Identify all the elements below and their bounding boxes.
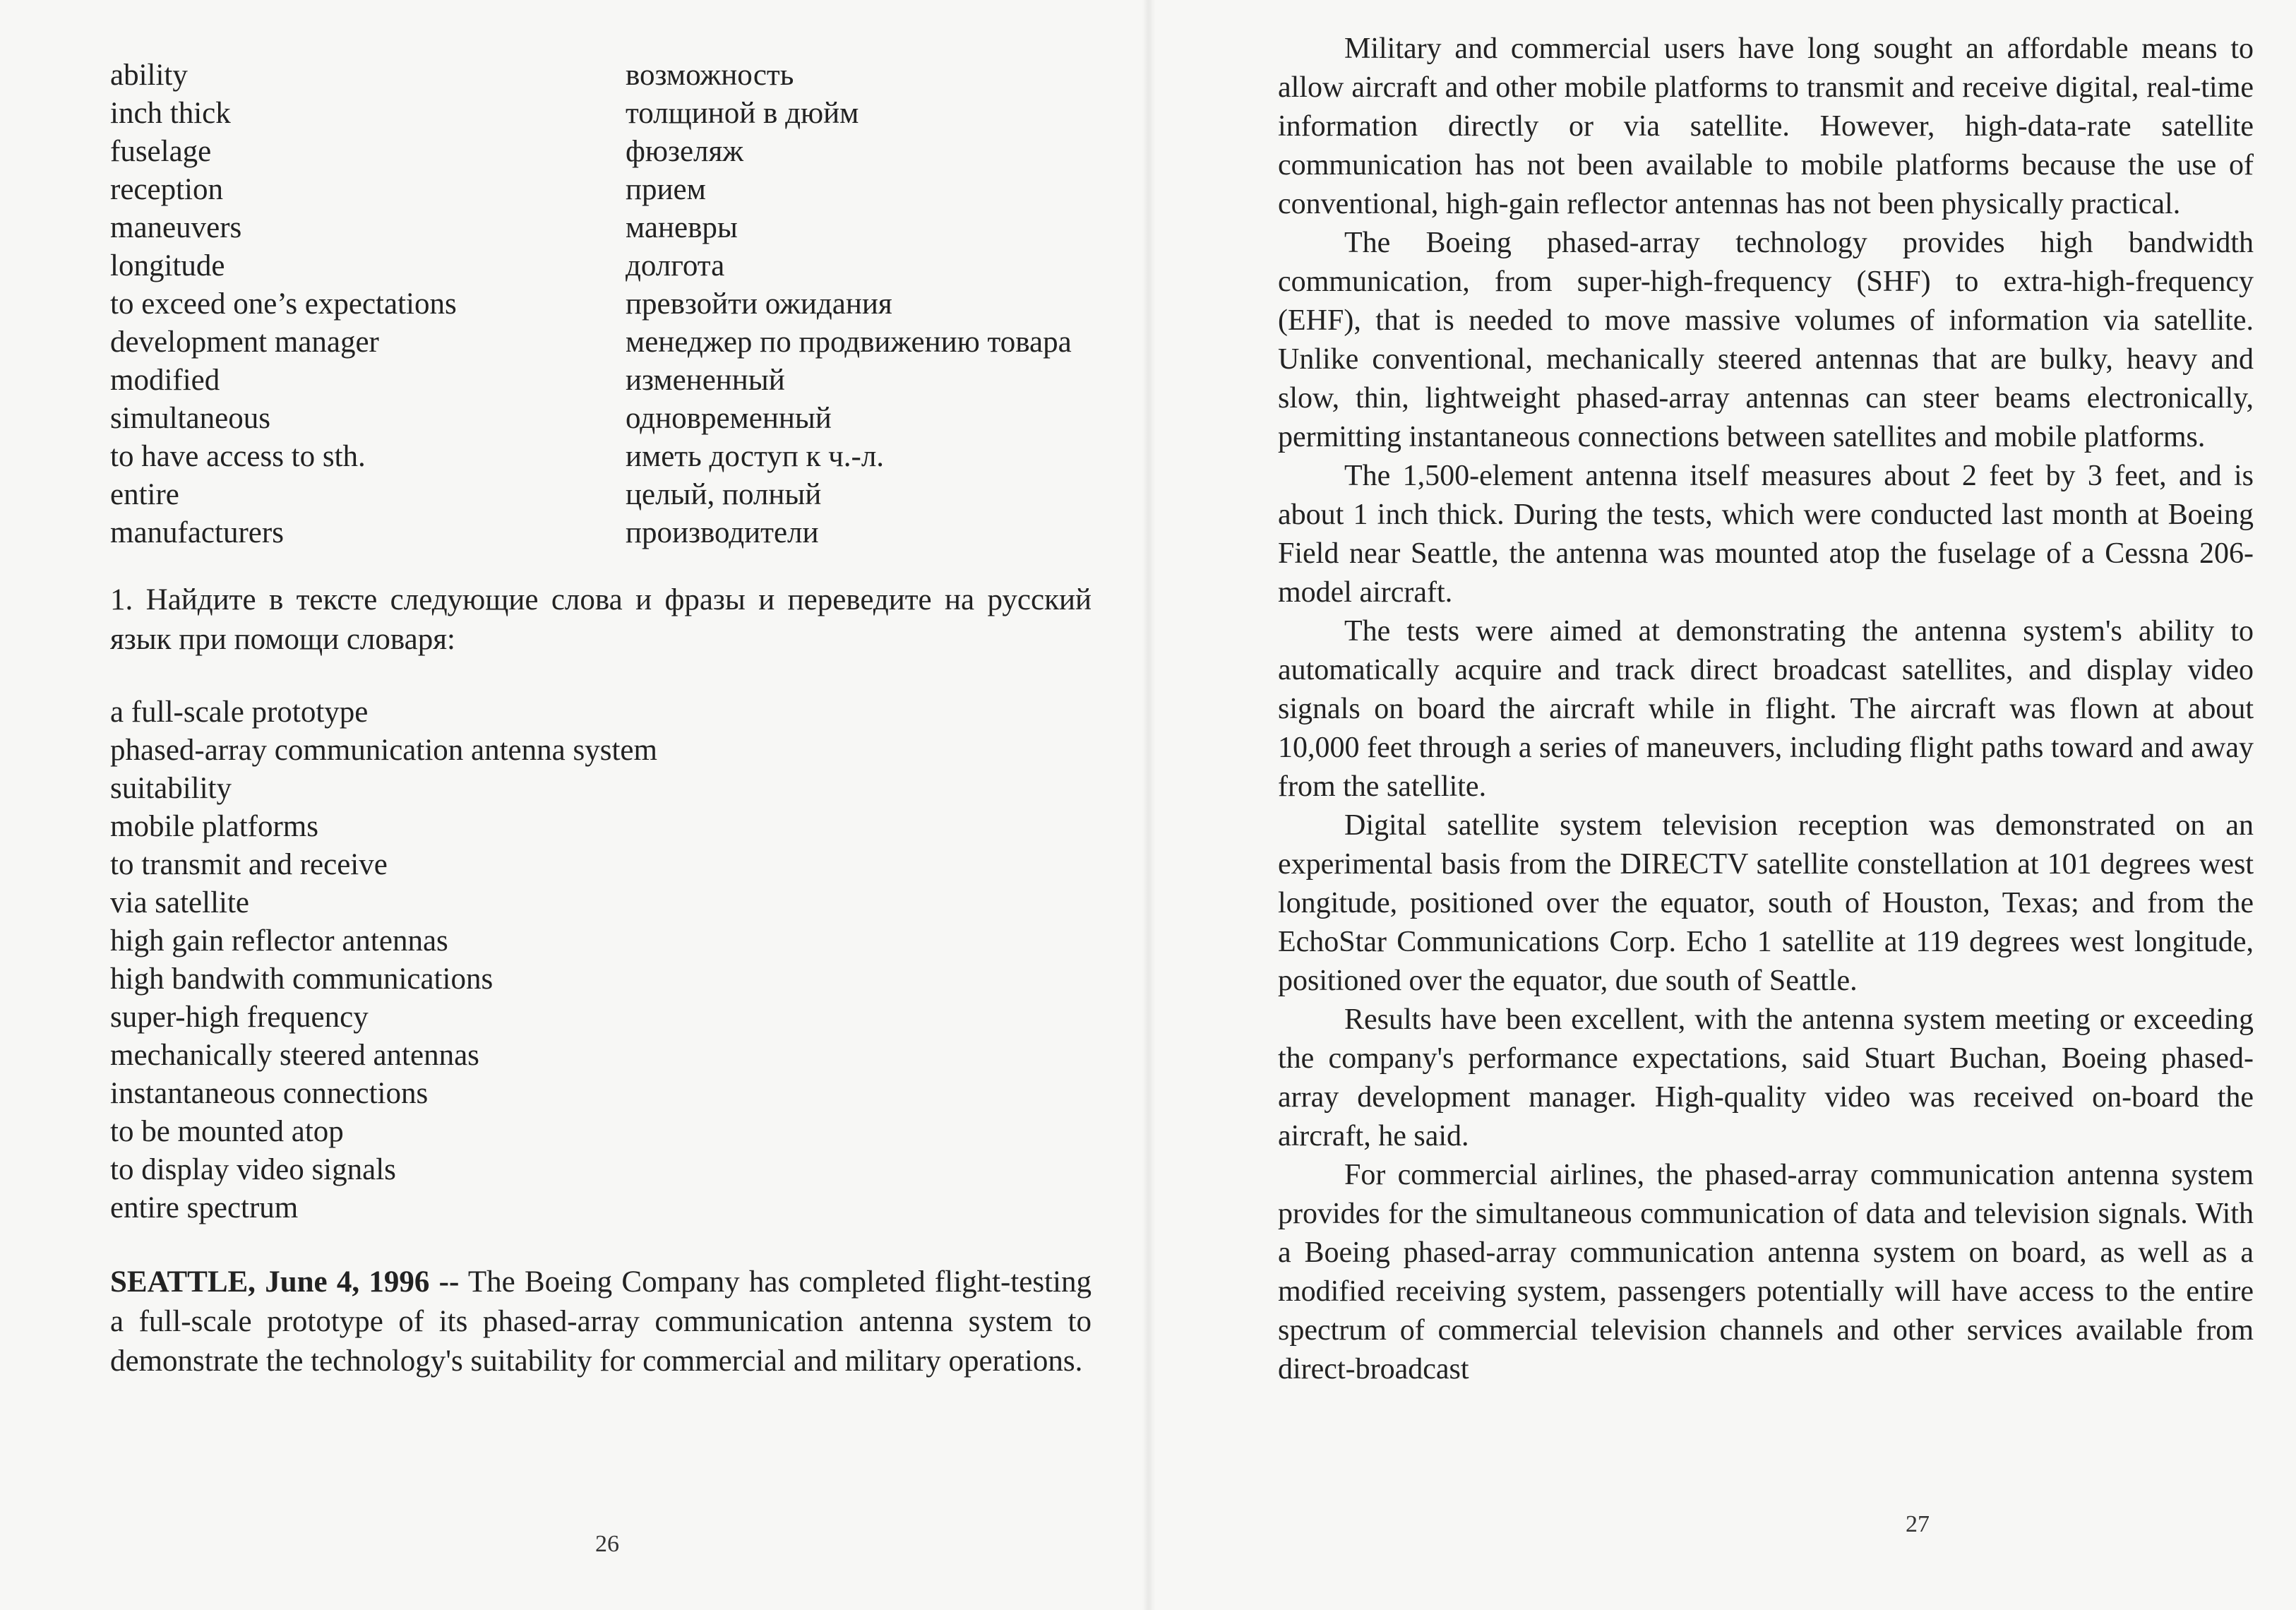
page-number-left: 26 [595,1531,619,1557]
vocab-row [110,56,1092,95]
vocabulary-table [110,56,1092,552]
phrase-item: a full-scale prototype [110,696,369,729]
vocab-row [110,209,1092,247]
vocab-russian: фюзеляж [626,135,744,168]
article-paragraph: Digital satellite system television reception was demonstrated on an experimental basis from the DIRECTV satellite constellation at 101 degrees west longitude, positioned over the equator, south of Houston, Texas; and from the EchoStar Communications Corp. Echo 1 satellite at 119 degrees west longitude, positioned over the equator, due south of Seattle. [1278,809,2254,997]
vocab-russian: долгота [626,249,725,282]
page-number-right: 27 [1906,1511,1930,1537]
vocab-russian: менеджер по продвижению товара [626,326,1072,359]
article-paragraph: Military and commercial users have long sought an affordable means to allow aircraft and other mobile platforms to transmit and receive digital, real-time information directly or via satellite. However, high-data-rate satellite communication has not been available to mobile platforms because the use of conventional, high-gain reflector antennas has not been physically practical. [1278,32,2254,220]
vocab-russian: иметь доступ к ч.-л. [626,440,885,473]
phrase-item: mobile platforms [110,810,318,843]
vocab-english: maneuvers [110,211,242,244]
phrase-list [110,693,1092,1227]
vocab-english: simultaneous [110,402,270,435]
vocab-row [110,133,1092,171]
vocab-english: to exceed one’s expectations [110,287,457,321]
vocab-english: ability [110,59,188,92]
vocab-russian: измененный [626,364,785,397]
vocab-english: reception [110,173,223,206]
vocab-english: longitude [110,249,225,282]
phrase-item: via satellite [110,886,250,919]
article-intro [110,1263,1092,1381]
exercise-instruction: 1. Найдите в тексте следующие слова и фразы и переведите на русский язык при помощи словаря: [110,583,1092,656]
phrase-item: high gain reflector antennas [110,924,448,958]
vocab-row [110,285,1092,323]
vocab-english: fuselage [110,135,212,168]
intro-text: The Boeing Company has completed flight-testing a full-scale prototype of its phased-array communication antenna system to demonstrate the technology's suitability for commercial and military operations. [110,1265,1092,1378]
vocab-row [110,400,1092,438]
vocab-english: manufacturers [110,516,284,549]
phrase-item: suitability [110,772,232,805]
vocab-row [110,247,1092,285]
vocab-russian: маневры [626,211,738,244]
phrase-item: entire spectrum [110,1191,299,1224]
vocab-row [110,362,1092,400]
vocab-russian: прием [626,173,706,206]
vocab-russian: превзойти ожидания [626,287,892,321]
vocab-english: development manager [110,326,379,359]
vocab-russian: толщиной в дюйм [626,97,859,130]
phrase-item: phased-array communication antenna system [110,734,657,767]
phrase-item: mechanically steered antennas [110,1039,479,1072]
vocab-row [110,323,1092,362]
phrase-item: to display video signals [110,1153,396,1186]
vocab-english: modified [110,364,220,397]
article-body [1278,30,2254,1389]
vocab-row [110,438,1092,476]
phrase-item: instantaneous connections [110,1077,429,1110]
phrase-item: to be mounted atop [110,1115,344,1148]
article-paragraph: For commercial airlines, the phased-array communication antenna system provides for the simultaneous communication of data and television signals. With a Boeing phased-array communication antenna system on board, as well as a modified receiving system, passengers potentially will have access to the entire spectrum of commercial television channels and other services available from direct-broadcast [1278,1159,2254,1385]
article-paragraph: The Boeing phased-array technology provides high bandwidth communication, from super-high-frequency (SHF) to extra-high-frequency (EHF), that is needed to move massive volumes of information via satellite. Unlike conventional, mechanically steered antennas that are bulky, heavy and slow, thin, lightweight phased-array antennas can steer beams electronically, permitting instantaneous connections between satellites and mobile platforms. [1278,227,2254,453]
book-gutter [1142,0,1155,1610]
vocab-row [110,171,1092,209]
dateline: SEATTLE, June 4, 1996 -- [110,1265,460,1299]
phrase-item: high bandwith communications [110,962,494,996]
vocab-row [110,514,1092,552]
vocab-russian: одновременный [626,402,832,435]
article-paragraph: The tests were aimed at demonstrating the antenna system's ability to automatically acquire and track direct broadcast satellites, and display video signals on board the aircraft while in flight. The aircraft was flown at about 10,000 feet through a series of maneuvers, including flight paths toward and away from the satellite. [1278,615,2254,803]
phrase-item: to transmit and receive [110,848,388,881]
vocab-row [110,476,1092,514]
phrase-item: super-high frequency [110,1001,369,1034]
vocab-english: entire [110,478,179,511]
vocab-english: inch thick [110,97,231,130]
right-page [1148,0,2296,1610]
vocab-row [110,95,1092,133]
vocab-russian: производители [626,516,819,549]
article-paragraph: Results have been excellent, with the antenna system meeting or exceeding the company's performance expectations, said Stuart Buchan, Boeing phased-array development manager. High-quality video was received on-board the aircraft, he said. [1278,1003,2254,1152]
vocab-english: to have access to sth. [110,440,366,473]
vocab-russian: возможность [626,59,794,92]
vocab-russian: целый, полный [626,478,822,511]
article-paragraph: The 1,500-element antenna itself measures about 2 feet by 3 feet, and is about 1 inch thick. During the tests, which were conducted last month at Boeing Field near Seattle, the antenna was mounted atop the fuselage of a Cessna 206-model aircraft. [1278,460,2254,609]
